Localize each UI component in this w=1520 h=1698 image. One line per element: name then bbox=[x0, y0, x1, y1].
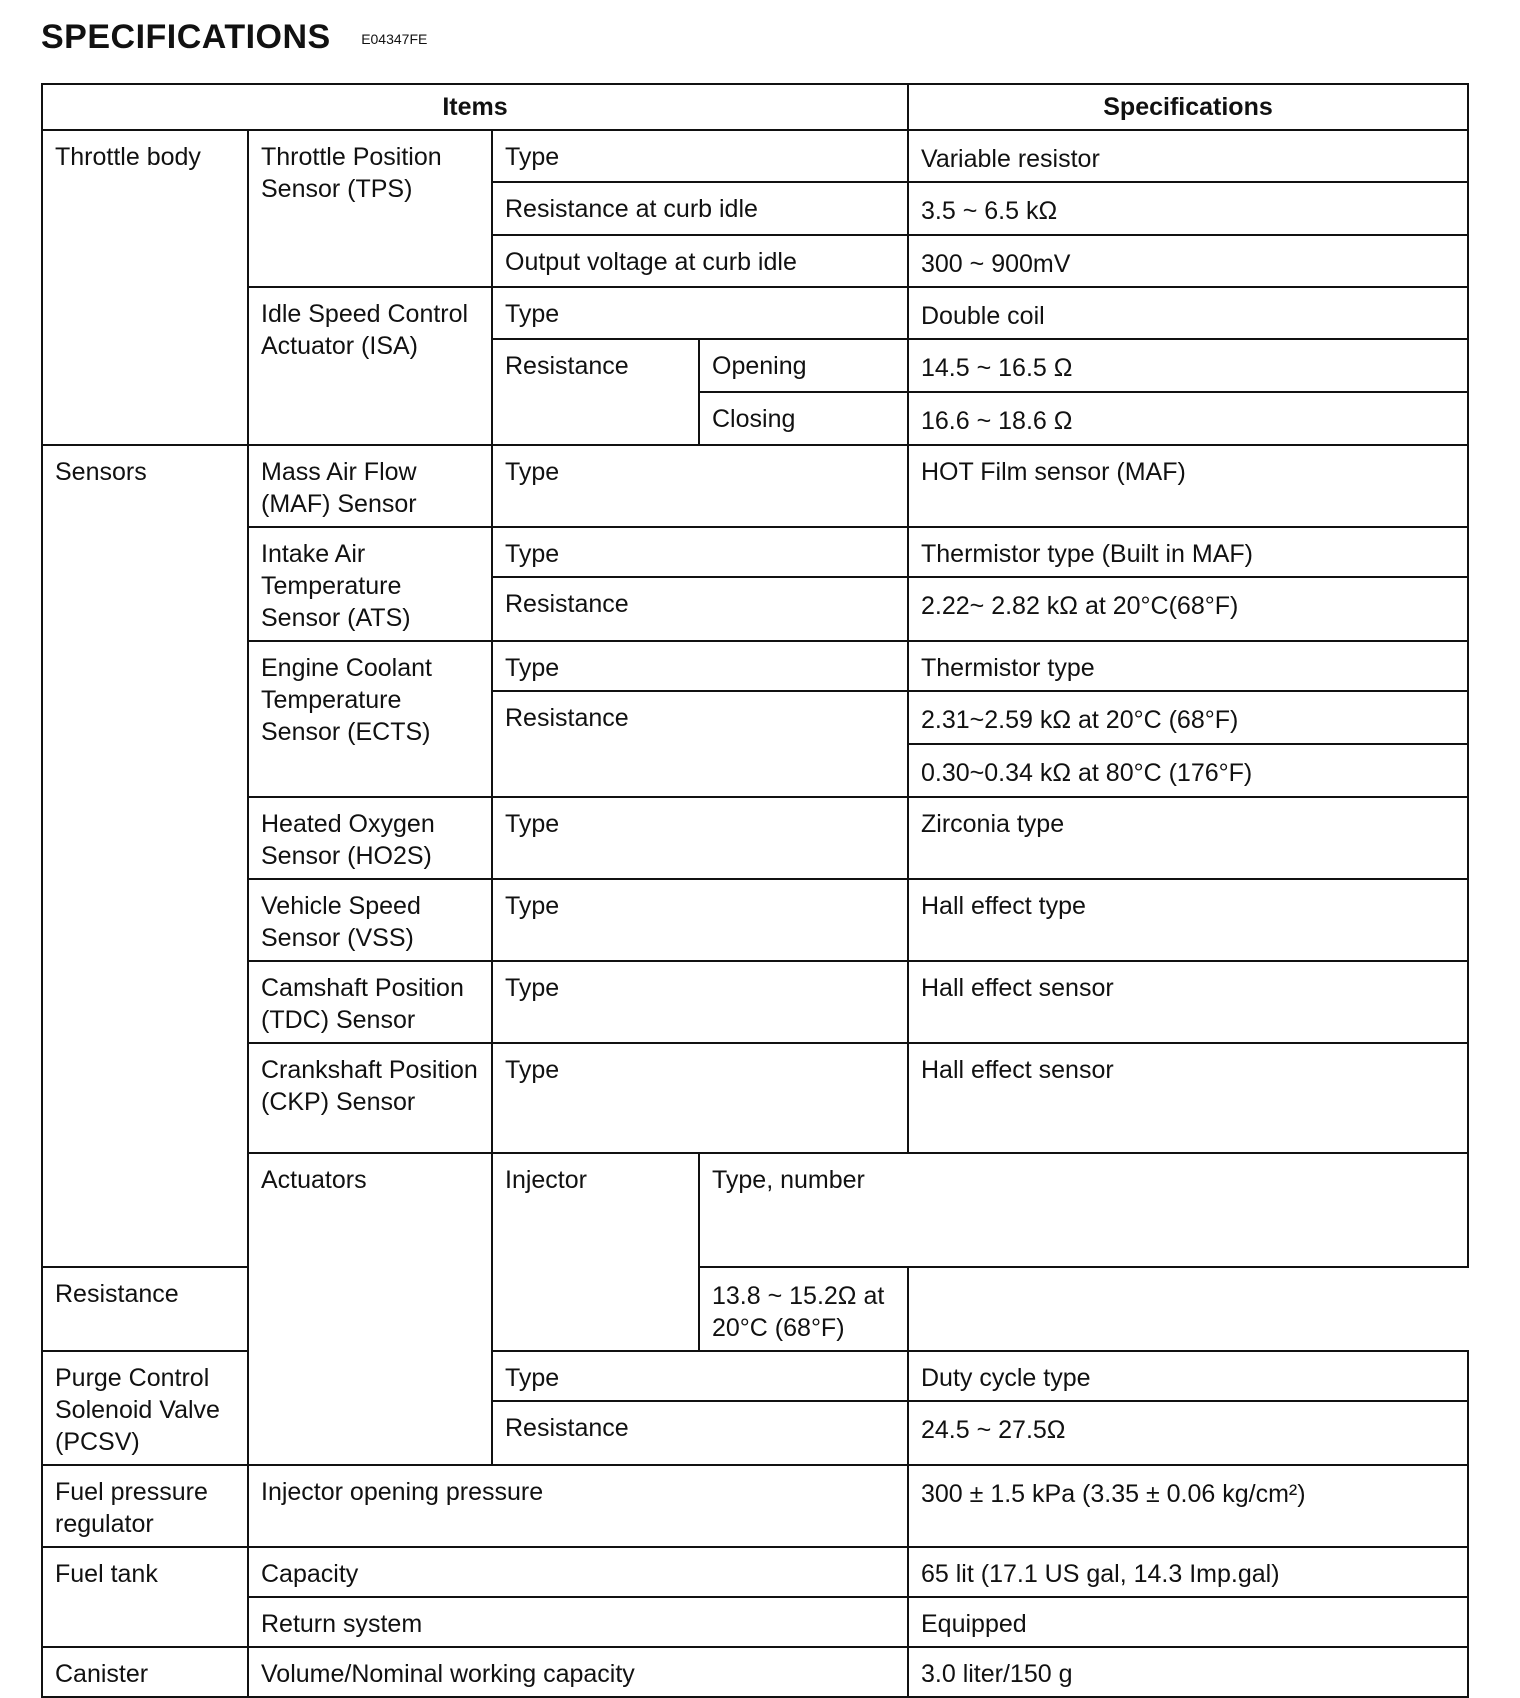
items-column-header: Items bbox=[42, 84, 908, 130]
item-ects: Engine Coolant Temperature Sensor (ECTS) bbox=[248, 641, 492, 797]
item-tdc: Camshaft Position (TDC) Sensor bbox=[248, 961, 492, 1043]
spec-value: Hall effect type bbox=[908, 879, 1468, 961]
item-ats: Intake Air Temperature Sensor (ATS) bbox=[248, 527, 492, 641]
spec-value: Equipped bbox=[908, 1597, 1468, 1647]
param-type: Type bbox=[492, 961, 908, 1043]
spec-value: 300 ± 1.5 kPa (3.35 ± 0.06 kg/cm²) bbox=[908, 1465, 1468, 1547]
item-tps: Throttle Position Sensor (TPS) bbox=[248, 130, 492, 287]
item-vss: Vehicle Speed Sensor (VSS) bbox=[248, 879, 492, 961]
spec-value: 16.6 ~ 18.6 Ω bbox=[908, 392, 1468, 445]
item-isa: Idle Speed Control Actuator (ISA) bbox=[248, 287, 492, 445]
table-row bbox=[42, 130, 1468, 182]
spec-value: Duty cycle type bbox=[908, 1351, 1468, 1401]
table-row bbox=[42, 1597, 1468, 1647]
param-resistance: Resistance bbox=[492, 691, 908, 797]
param-resistance: Resistance bbox=[492, 577, 908, 641]
table-row bbox=[42, 287, 1468, 339]
specifications-table bbox=[41, 83, 1469, 1698]
spec-value: Hall effect sensor bbox=[908, 961, 1468, 1043]
param-opening: Opening bbox=[699, 339, 908, 392]
item-injector-opening-pressure: Injector opening pressure bbox=[248, 1465, 908, 1547]
item-ho2s: Heated Oxygen Sensor (HO2S) bbox=[248, 797, 492, 879]
param-resistance: Resistance bbox=[492, 1401, 908, 1465]
table-row bbox=[42, 1267, 1468, 1351]
param-type: Type bbox=[492, 1351, 908, 1401]
table-row bbox=[42, 961, 1468, 1043]
table-row bbox=[42, 1547, 1468, 1597]
item-pcsv: Purge Control Solenoid Valve (PCSV) bbox=[42, 1351, 248, 1465]
param-closing: Closing bbox=[699, 392, 908, 445]
param-type: Type bbox=[492, 130, 908, 182]
param-type: Type bbox=[492, 527, 908, 577]
table-row bbox=[42, 797, 1468, 879]
group-fuel-pressure-regulator: Fuel pressure regulator bbox=[42, 1465, 248, 1547]
page-heading bbox=[41, 18, 427, 57]
group-actuators: Actuators bbox=[248, 1153, 492, 1465]
param-type: Type bbox=[492, 797, 908, 879]
spec-value: HOT Film sensor (MAF) bbox=[908, 445, 1468, 527]
param-type-number: Type, number bbox=[699, 1153, 1468, 1267]
spec-value: Hall effect sensor bbox=[908, 1043, 1468, 1153]
spec-value: Variable resistor bbox=[908, 130, 1468, 182]
param-type: Type bbox=[492, 879, 908, 961]
spec-value: Thermistor type (Built in MAF) bbox=[908, 527, 1468, 577]
param-output-voltage: Output voltage at curb idle bbox=[492, 235, 908, 287]
table-row bbox=[42, 445, 1468, 527]
param-type: Type bbox=[492, 287, 908, 339]
spec-value: Double coil bbox=[908, 287, 1468, 339]
spec-value: 14.5 ~ 16.5 Ω bbox=[908, 339, 1468, 392]
group-sensors: Sensors bbox=[42, 445, 248, 1267]
spec-value: Zirconia type bbox=[908, 797, 1468, 879]
table-header-row bbox=[42, 84, 1468, 130]
param-type: Type bbox=[492, 445, 908, 527]
spec-value: 2.22~ 2.82 kΩ at 20°C(68°F) bbox=[908, 577, 1468, 641]
group-fuel-tank: Fuel tank bbox=[42, 1547, 248, 1647]
param-type: Type bbox=[492, 1043, 908, 1153]
table-row bbox=[42, 1043, 1468, 1153]
item-volume-capacity: Volume/Nominal working capacity bbox=[248, 1647, 908, 1697]
item-ckp: Crankshaft Position (CKP) Sensor bbox=[248, 1043, 492, 1153]
spec-value: Thermistor type bbox=[908, 641, 1468, 691]
item-maf: Mass Air Flow (MAF) Sensor bbox=[248, 445, 492, 527]
item-capacity: Capacity bbox=[248, 1547, 908, 1597]
item-return-system: Return system bbox=[248, 1597, 908, 1647]
param-resistance: Resistance bbox=[492, 339, 699, 445]
table-row bbox=[42, 1153, 1468, 1267]
item-injector: Injector bbox=[492, 1153, 699, 1351]
table-row bbox=[42, 1465, 1468, 1547]
specifications-column-header: Specifications bbox=[908, 84, 1468, 130]
spec-value: 300 ~ 900mV bbox=[908, 235, 1468, 287]
spec-value: 3.0 liter/150 g bbox=[908, 1647, 1468, 1697]
group-canister: Canister bbox=[42, 1647, 248, 1697]
table-row bbox=[42, 1647, 1468, 1697]
spec-value: 0.30~0.34 kΩ at 80°C (176°F) bbox=[908, 744, 1468, 797]
spec-value: 24.5 ~ 27.5Ω bbox=[908, 1401, 1468, 1465]
group-throttle-body: Throttle body bbox=[42, 130, 248, 445]
param-type: Type bbox=[492, 641, 908, 691]
spec-value: 3.5 ~ 6.5 kΩ bbox=[908, 182, 1468, 235]
spec-value: 13.8 ~ 15.2Ω at 20°C (68°F) bbox=[699, 1267, 908, 1351]
table-row bbox=[42, 879, 1468, 961]
spec-value: 65 lit (17.1 US gal, 14.3 Imp.gal) bbox=[908, 1547, 1468, 1597]
page-title: SPECIFICATIONS bbox=[41, 18, 331, 56]
param-resistance: Resistance bbox=[42, 1267, 492, 1351]
table-row bbox=[42, 641, 1468, 691]
document-code: E04347FE bbox=[361, 31, 428, 47]
table-row bbox=[42, 527, 1468, 577]
param-resistance-curb-idle: Resistance at curb idle bbox=[492, 182, 908, 235]
spec-value: 2.31~2.59 kΩ at 20°C (68°F) bbox=[908, 691, 1468, 744]
